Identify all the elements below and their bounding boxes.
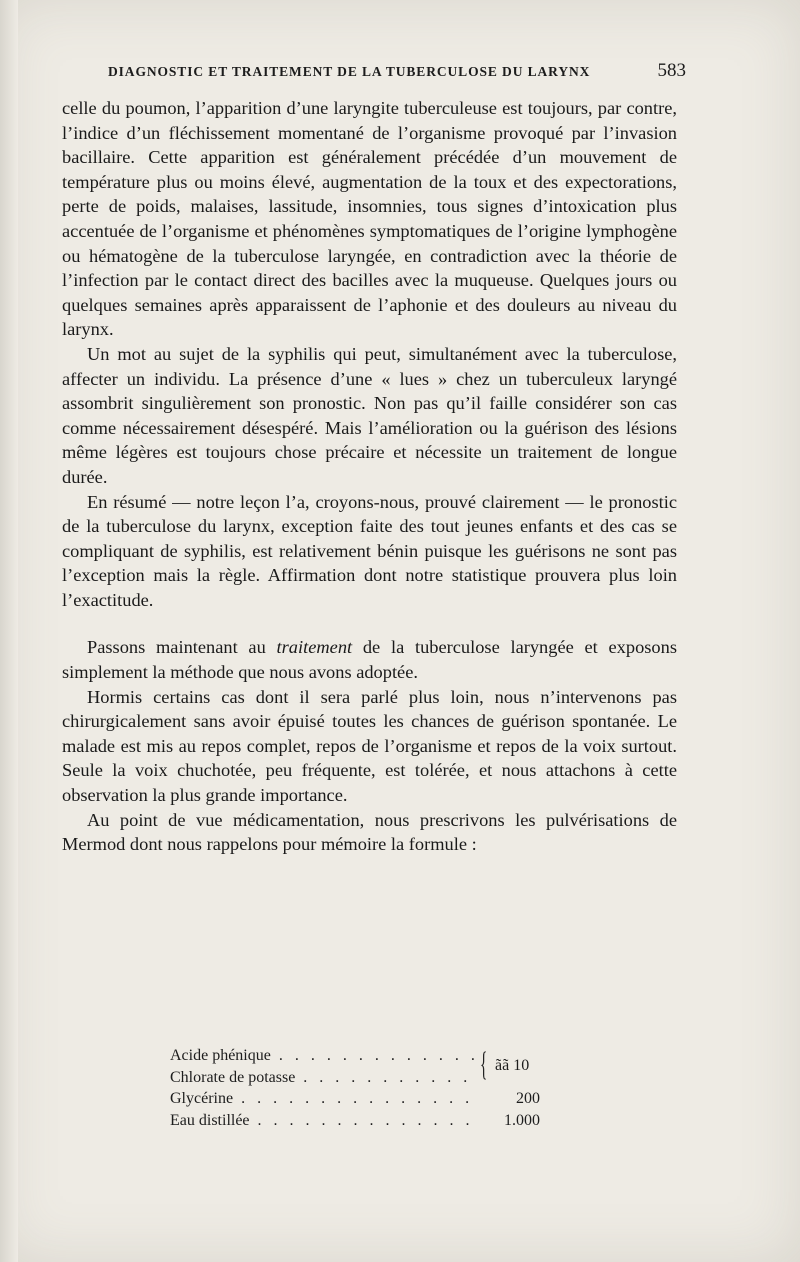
formula-shared-quantity: ãã 10 <box>495 1057 530 1074</box>
formula-ingredient: Eau distillée . . . <box>170 1110 480 1132</box>
paragraph-syphilis: Un mot au sujet de la syphilis qui peut, simultanément avec la tuberculose, affecter un individu. La présence d’une « lues » chez un tuberculeux laryngé assombrit singulièrement son pronostic. Non pas qu’il faille considérer son cas comme nécessairement désespéré. Mais l’amélioration ou la guérison des lésions même légères est toujours chose précaire et nécessite un traitement de longue durée. <box>62 343 677 487</box>
formula-row <box>170 1088 570 1110</box>
formula-row <box>170 1110 570 1132</box>
formula-ingredient: Chlorate de potasse . . . <box>170 1067 480 1089</box>
formula-quantity: 1.000 <box>504 1111 540 1129</box>
paragraph-hormis: Hormis certains cas dont il sera parlé plus loin, nous n’intervenons pas chirurgicalement sans avoir épuisé toutes les chances de guérison spontanée. Le malade est mis au repos complet, repos de l’organisme et repos de la voix surtout. Seule la voix chuchotée, peu fréquente, est tolérée, et nous attachons à cette observation la plus grande importance. <box>62 686 677 806</box>
page-header <box>108 60 686 82</box>
formula-braced-group <box>170 1045 570 1088</box>
formula-ingredient: Glycérine . . . <box>170 1088 480 1110</box>
formula-ingredient: Acide phénique . . . <box>170 1045 480 1067</box>
running-head: DIAGNOSTIC ET TRAITEMENT DE LA TUBERCULOSE DU LARYNX <box>108 64 591 79</box>
paragraph-traitement <box>62 635 677 684</box>
formula-quantity: 200 <box>516 1090 540 1107</box>
prescription-formula <box>170 1045 570 1131</box>
page-number: 583 <box>657 60 686 81</box>
paragraph-continuation: celle du poumon, l’apparition d’une laryngite tuberculeuse est toujours, par contre, l’indice d’un fléchissement momentané de l’organisme provoqué par l’invasion bacillaire. Cette apparition est généralement précédée d’un mouvement de température plus ou moins élevé, augmentation de la toux et des expectorations, perte de poids, malaises, lassitude, insomnies, tous signes d’intoxication plus accentuée de l’organisme et phénomènes symptomatiques de l’origine lymphogène ou hématogène de la tuberculose laryngée, en contradiction avec la théorie de l’infection par le contact direct des bacilles avec la muqueuse. Quelques jours ou quelques semaines après apparaissent de l’aphonie et des douleurs au niveau du larynx. <box>62 98 677 340</box>
curly-brace-icon: { <box>480 1046 488 1083</box>
paragraph-resume: En résumé — notre leçon l’a, croyons-nous, prouvé clairement — le pronostic de la tuberculose du larynx, exception faite des tout jeunes enfants et des cas se compliquant de syphilis, est relativement bénin puisque les guérisons ne sont pas l’exception mais la règle. Affirmation dont notre statistique prouvera plus loin l’exactitude. <box>62 491 677 610</box>
traitement-text-before: Passons maintenant au <box>87 637 277 658</box>
traitement-text-after: de la tuberculose laryngée et exposons simplement la méthode que nous avons adoptée. <box>62 637 677 683</box>
paragraph-medicamentation: Au point de vue médicamentation, nous prescrivons les pulvérisations de Mermod dont nous rappelons pour mémoire la formule : <box>62 809 677 855</box>
page-gutter-shadow <box>0 0 18 1262</box>
traitement-emphasis: traitement <box>276 637 353 658</box>
body-text <box>62 96 677 857</box>
